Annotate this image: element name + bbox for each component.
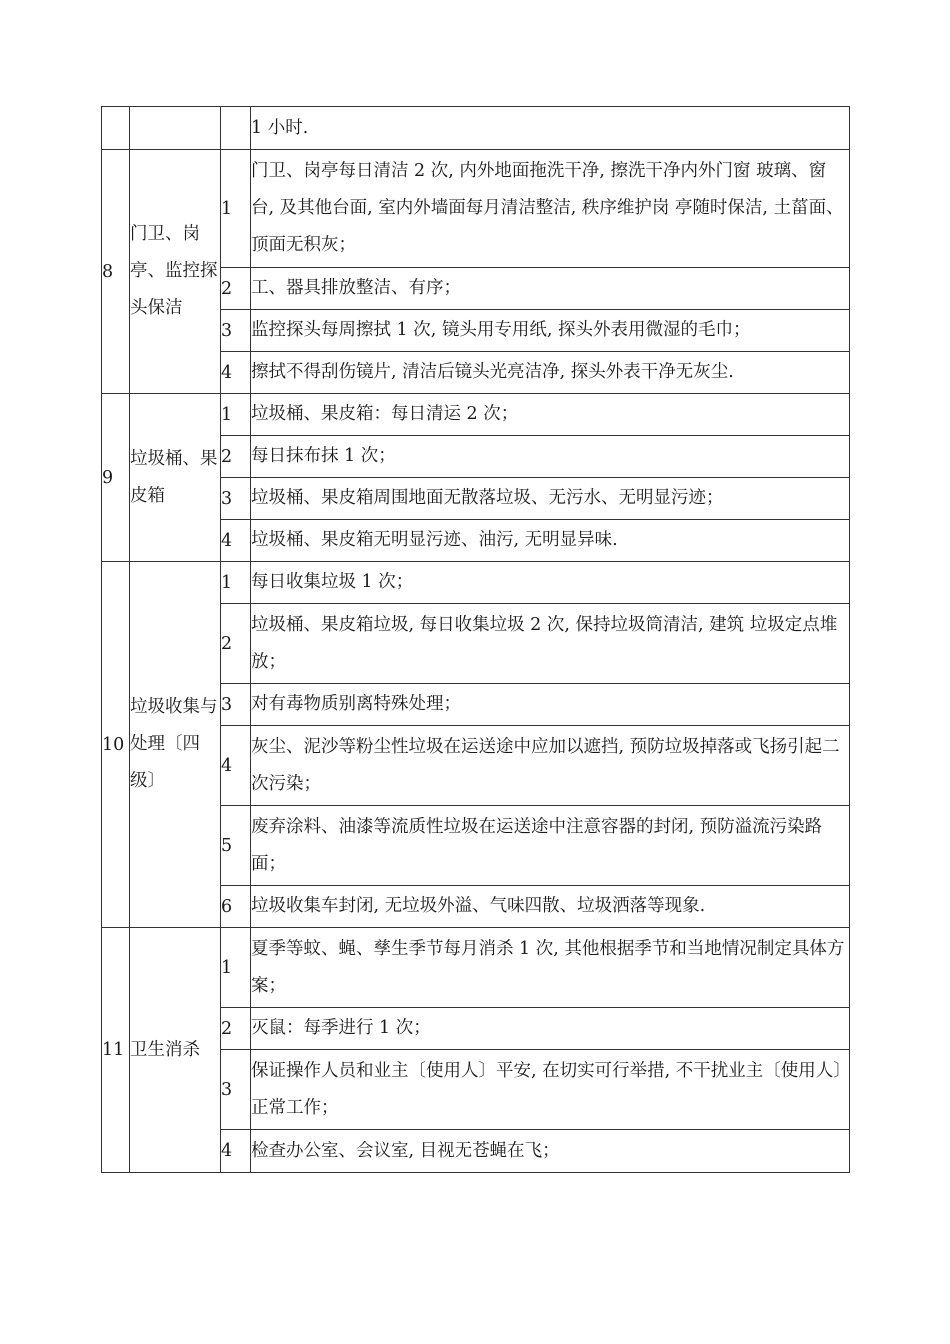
sub-number-cell: 1 [221, 562, 251, 604]
item-name-cell: 卫生消杀 [130, 928, 221, 1173]
requirement-cell: 保证操作人员和业主〔使用人〕平安, 在切实可行举措, 不干扰业主〔使用人〕正常工作； [251, 1050, 850, 1130]
sub-number-cell: 6 [221, 886, 251, 928]
requirement-cell: 工、器具排放整洁、有序； [251, 268, 850, 310]
table-row [102, 107, 850, 150]
sub-number-cell: 2 [221, 1008, 251, 1050]
requirement-cell: 灭鼠：每季进行 1 次； [251, 1008, 850, 1050]
sub-number-cell: 2 [221, 436, 251, 478]
sub-number-cell: 4 [221, 352, 251, 394]
item-number-cell: 10 [102, 562, 130, 928]
requirement-cell: 垃圾桶、果皮箱：每日清运 2 次； [251, 394, 850, 436]
sub-number-cell: 3 [221, 1050, 251, 1130]
table-row [102, 562, 850, 604]
requirement-cell: 垃圾桶、果皮箱无明显污迹、油污, 无明显异味. [251, 520, 850, 562]
requirement-cell: 对有毒物质别离特殊处理； [251, 684, 850, 726]
sub-number-cell: 2 [221, 604, 251, 684]
sub-number-cell: 4 [221, 520, 251, 562]
sub-number-cell: 3 [221, 478, 251, 520]
item-number-cell: 8 [102, 150, 130, 394]
sub-number-cell [221, 107, 251, 150]
item-number-cell: 9 [102, 394, 130, 562]
requirement-cell: 门卫、岗亭每日清洁 2 次, 内外地面拖洗干净, 擦洗干净内外门窗 玻璃、窗台, 及其他台面, 室内外墙面每月清洁整洁, 秩序维护岗 亭随时保洁, 土菑面、顶面无积灰； [251, 150, 850, 268]
requirement-cell: 灰尘、泥沙等粉尘性垃圾在运送途中应加以遮挡, 预防垃圾掉落或飞扬引起二次污染； [251, 726, 850, 806]
requirement-cell: 垃圾桶、果皮箱周围地面无散落垃圾、无污水、无明显污迹； [251, 478, 850, 520]
sub-number-cell: 1 [221, 928, 251, 1008]
item-name-cell: 门卫、岗亭、监控探头保洁 [130, 150, 221, 394]
requirement-cell: 擦拭不得刮伤镜片, 清洁后镜头光亮洁净, 探头外表干净无灰尘. [251, 352, 850, 394]
cleaning-standards-table [101, 106, 850, 1173]
sub-number-cell: 3 [221, 310, 251, 352]
item-name-cell: 垃圾桶、果皮箱 [130, 394, 221, 562]
table-row [102, 394, 850, 436]
item-name-cell [130, 107, 221, 150]
requirement-cell: 1 小时. [251, 107, 850, 150]
item-number-cell: 11 [102, 928, 130, 1173]
sub-number-cell: 1 [221, 150, 251, 268]
sub-number-cell: 2 [221, 268, 251, 310]
sub-number-cell: 5 [221, 806, 251, 886]
requirement-cell: 每日抹布抹 1 次； [251, 436, 850, 478]
sub-number-cell: 3 [221, 684, 251, 726]
table-row [102, 150, 850, 268]
requirement-cell: 监控探头每周擦拭 1 次, 镜头用专用纸, 探头外表用微湿的毛巾； [251, 310, 850, 352]
sub-number-cell: 1 [221, 394, 251, 436]
sub-number-cell: 4 [221, 726, 251, 806]
requirement-cell: 每日收集垃圾 1 次； [251, 562, 850, 604]
sub-number-cell: 4 [221, 1130, 251, 1173]
requirement-cell: 夏季等蚊、蝇、孳生季节每月消杀 1 次, 其他根据季节和当地情况制定具体方案； [251, 928, 850, 1008]
table-row [102, 928, 850, 1008]
item-number-cell [102, 107, 130, 150]
requirement-cell: 垃圾桶、果皮箱垃圾, 每日收集垃圾 2 次, 保持垃圾筒清洁, 建筑 垃圾定点堆放； [251, 604, 850, 684]
item-name-cell: 垃圾收集与处理〔四级〕 [130, 562, 221, 928]
requirement-cell: 垃圾收集车封闭, 无垃圾外溢、气味四散、垃圾洒落等现象. [251, 886, 850, 928]
requirement-cell: 检查办公室、会议室, 目视无苍蝇在飞； [251, 1130, 850, 1173]
requirement-cell: 废弃涂料、油漆等流质性垃圾在运送途中注意容器的封闭, 预防溢流污染路面； [251, 806, 850, 886]
